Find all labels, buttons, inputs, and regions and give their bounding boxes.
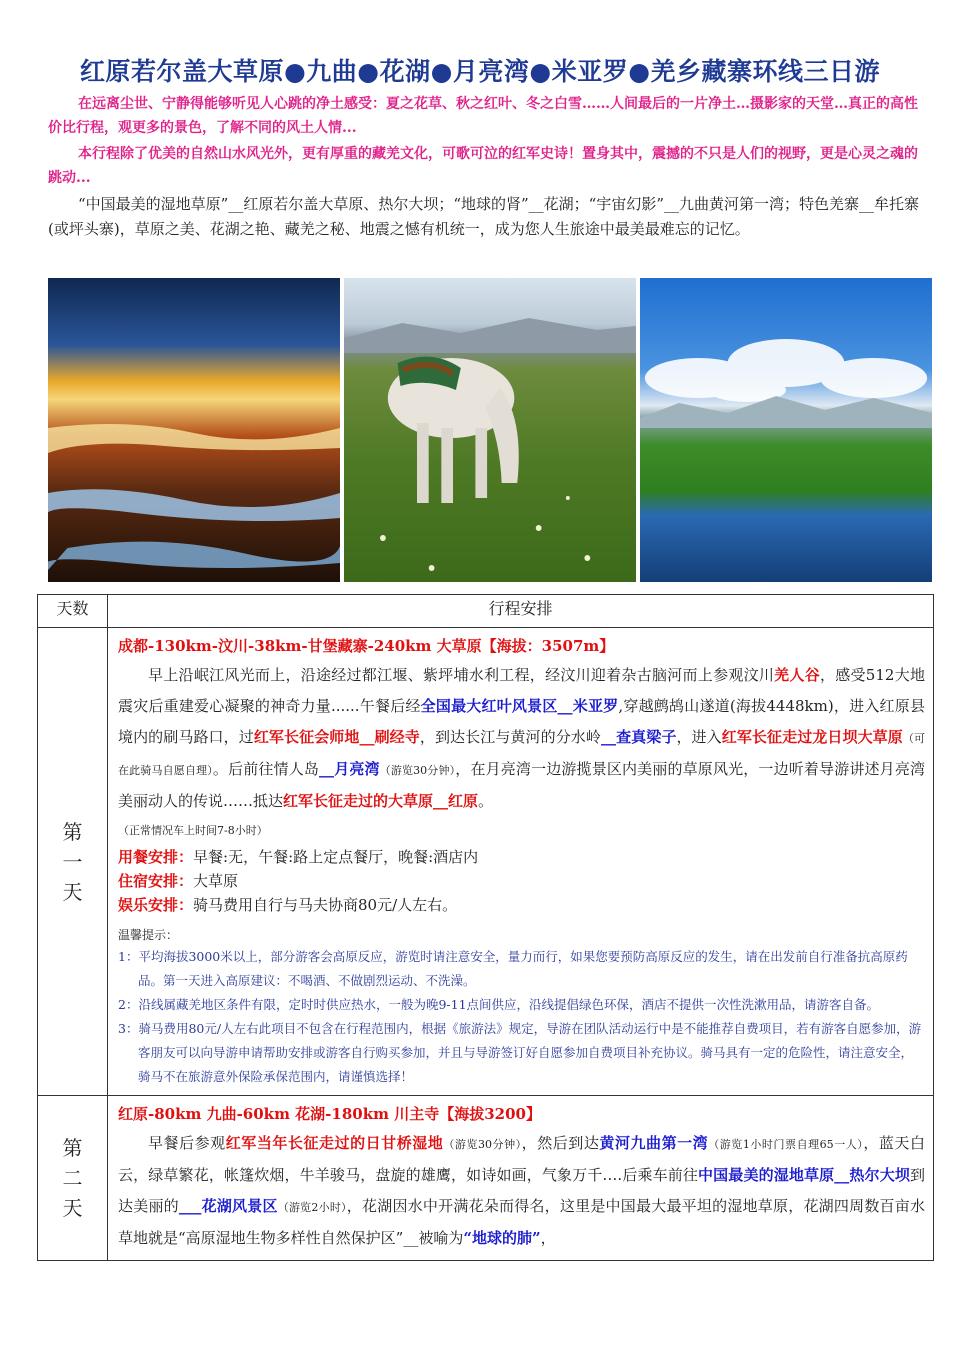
- itinerary-table: [37, 594, 934, 1261]
- day-1-tip-1: 1：平均海拔3000米以上，部分游客会高原反应，游览时请注意安全，量力而行，如果您要预防高原反应的发生，请在出发前自行准备抗高原药品。第一天进入高原建议：不喝酒、不做剧烈运动、不洗澡。: [118, 949, 908, 988]
- day-2-row: [38, 1096, 934, 1261]
- grassland-lake-photo: [640, 278, 932, 582]
- day-1-description: 早上沿岷江风光而上，沿途经过都江堰、紫坪埔水利工程，经汶川迎着杂古脑河而上参观汶川羌人谷，感受512大地震灾后重建爱心凝聚的神奇力量......午餐后经全国最大红叶风景区__米亚罗,穿越鹧鸪山遂道(海拔4448km)，进入红原县境内的刷马路口，过红军长征会师地__刷经寺，到达长江与黄河的分水岭__查真梁子，进入红军长征走过龙日坝大草原（可在此骑马自愿自理）。后前往情人岛__月亮湾（游览30分钟），在月亮湾一边游揽景区内美丽的草原风光，一边听着导游讲述月亮湾美丽动人的传说……抵达红军长征走过的大草原__红原。: [118, 666, 925, 810]
- grazing-horse-photo: [344, 278, 636, 582]
- day-1-drive-time-note: （正常情况车上时间7-8小时）: [118, 824, 268, 837]
- day-1-lodging: 住宿安排：大草原: [118, 872, 239, 890]
- day-2-description: 早餐后参观红军当年长征走过的日甘桥湿地（游览30分钟），然后到达黄河九曲第一湾（游览1小时门票自理65一人），蓝天白云，绿草繁花，帐篷炊烟，牛羊骏马，盘旋的雄鹰，如诗如画，气象万千….后乘车前往中国最美的湿地草原__热尔大坝到达美丽的___花湖风景区（游览2小时），花湖因水中开满花朵而得名，这里是中国最大最平坦的湿地草原，花湖四周数百亩水草地就是“高原湿地生物多样性自然保护区”__被喻为“地球的肺”，: [118, 1134, 925, 1247]
- day-2-label: 第 二 天: [38, 1096, 108, 1261]
- day-1-tips-title: 温馨提示：: [118, 928, 179, 942]
- intro-paragraph-3: “中国最美的湿地草原”__红原若尔盖大草原、热尔大坝；“地球的肾”__花湖；“宇宙幻影”__九曲黄河第一湾；特色羌寨__牟托寨(或坪头寨)，草原之美、花湖之艳、藏羌之秘、地震之憾有机统一，成为您人生旅途中最美最难忘的记忆。: [48, 195, 920, 238]
- day-1-tip-3: 3：骑马费用80元/人左右此项目不包含在行程范围内，根据《旅游法》规定，导游在团队活动运行中是不能推荐自费项目，若有游客自愿参加，游客朋友可以向导游申请帮助安排或游客自行购买参加，并且与导游签订好自愿参加自费项目补充协议。骑马具有一定的危险性，请注意安全，骑马不在旅游意外保险承保范围内，请谨慎选择！: [118, 1021, 922, 1084]
- day-1-label: 第 一 天: [38, 628, 108, 1096]
- day-1-entertainment: 娱乐安排：骑马费用自行与马夫协商80元/人左右。: [118, 896, 458, 914]
- day-2-schedule: [108, 1096, 934, 1261]
- intro-paragraph-2: 本行程除了优美的自然山水风光外，更有厚重的藏羌文化，可歌可泣的红军史诗！置身其中，震撼的不只是人们的视野，更是心灵之魂的跳动...: [48, 146, 918, 186]
- day-1-meals: 用餐安排：早餐:无，午餐:路上定点餐厅，晚餐:酒店内: [118, 848, 479, 866]
- page-title: 红原若尔盖大草原●九曲●花湖●月亮湾●米亚罗●羌乡藏寨环线三日游: [79, 57, 881, 86]
- day-1-schedule: [108, 628, 934, 1096]
- day-1-row: [38, 628, 934, 1096]
- column-header-schedule: 行程安排: [108, 595, 934, 628]
- intro-paragraph-1: 在远离尘世、宁静得能够听见人心跳的净土感受：夏之花草、秋之红叶、冬之白雪……人间最后的一片净土…摄影家的天堂…真正的高性价比行程，观更多的景色，了解不同的风土人情...: [48, 96, 918, 136]
- day-1-tip-2: 2：沿线属藏羌地区条件有限，定时时供应热水，一般为晚9-11点间供应，沿线提倡绿色环保，酒店不提供一次性洗漱用品，请游客自备。: [118, 997, 880, 1012]
- sunset-wetland-photo: [48, 278, 340, 582]
- photo-strip: [48, 278, 932, 582]
- day-1-route: 成都-130km-汶川-38km-甘堡藏寨-240km 大草原【海拔：3507m】: [118, 637, 615, 655]
- column-header-days: 天数: [38, 595, 108, 628]
- day-2-route: 红原-80km 九曲-60km 花湖-180km 川主寺【海拔3200】: [118, 1105, 541, 1123]
